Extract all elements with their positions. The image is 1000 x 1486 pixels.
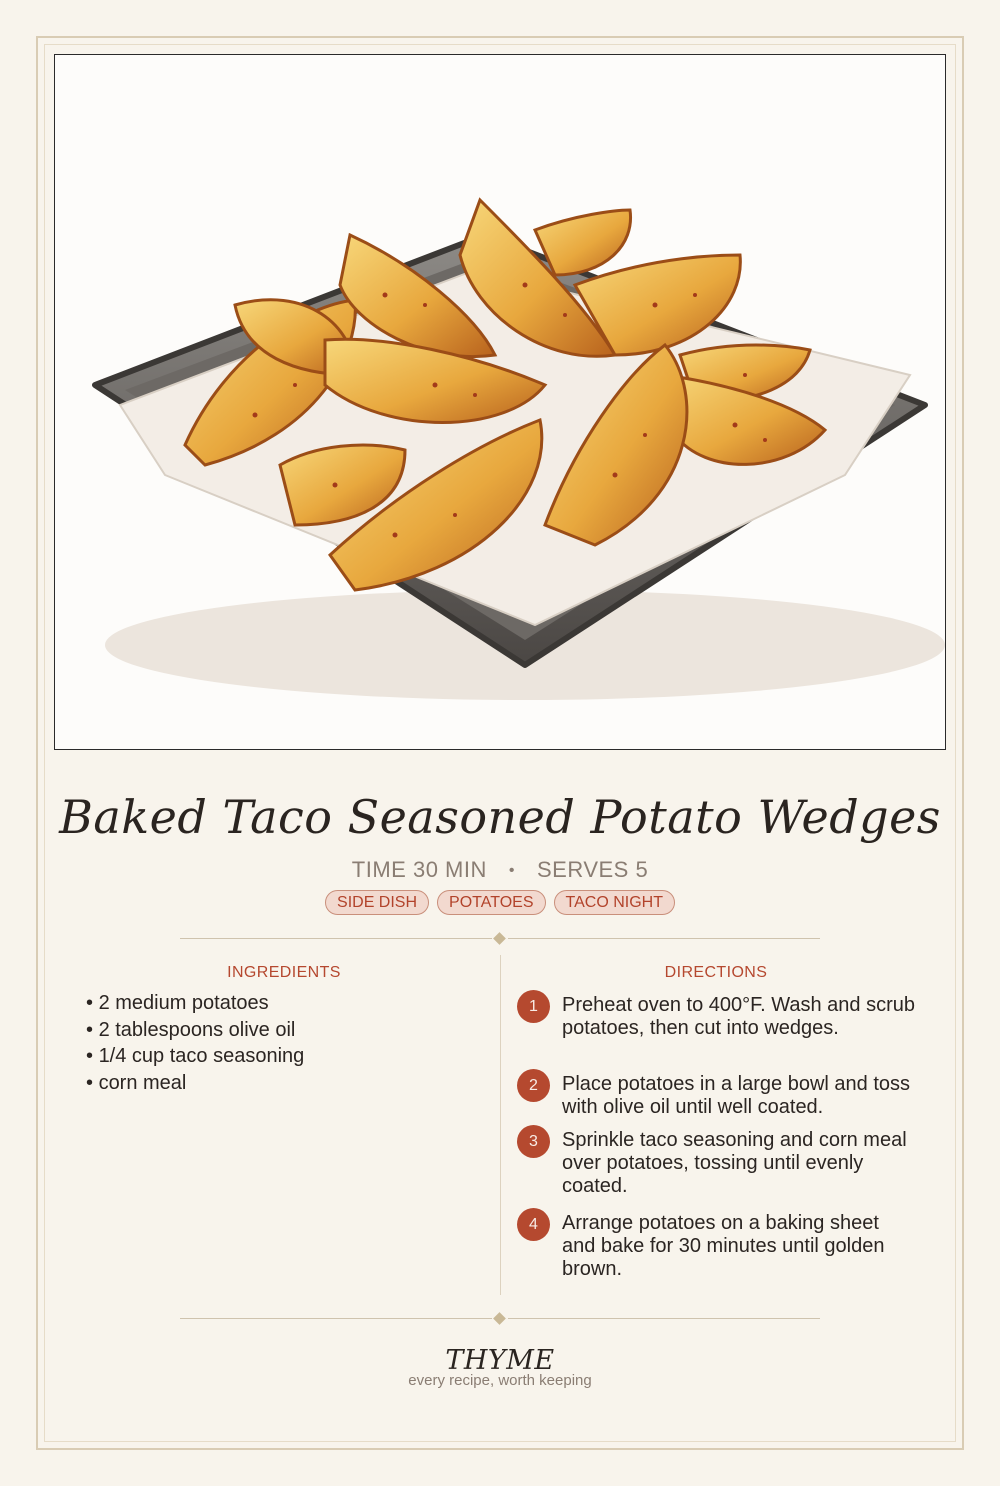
servings: SERVES 5	[536, 857, 649, 882]
meta-separator: •	[508, 862, 515, 879]
recipe-photo	[54, 54, 946, 750]
ingredient-item: • 1/4 cup taco seasoning	[86, 1043, 304, 1070]
diamond-ornament-icon	[493, 932, 506, 945]
step-text: Sprinkle taco seasoning and corn meal over potatoes, tossing until evenly coated.	[562, 1129, 907, 1197]
brand-name: THYME	[445, 1345, 555, 1376]
step-number-badge: 3	[517, 1125, 550, 1158]
step-number-badge: 2	[517, 1069, 550, 1102]
recipe-title: Baked Taco Seasoned Potato Wedges	[59, 790, 941, 844]
step-text: Preheat oven to 400°F. Wash and scrub potatoes, then cut into wedges.	[562, 994, 916, 1039]
ingredient-item: • 2 medium potatoes	[86, 990, 304, 1017]
step-number-badge: 4	[517, 1208, 550, 1241]
ingredients-heading: INGREDIENTS	[227, 964, 341, 981]
tag-taco-night[interactable]: TACO NIGHT	[554, 890, 675, 915]
top-divider	[180, 932, 820, 946]
column-separator	[500, 955, 501, 1295]
ingredients-list	[86, 990, 304, 1096]
step-number-badge: 1	[517, 990, 550, 1023]
diamond-ornament-icon	[493, 1312, 506, 1325]
bottom-divider	[180, 1312, 820, 1326]
tag-list	[0, 890, 1000, 915]
potato-wedges-illustration	[55, 55, 946, 750]
tag-potatoes[interactable]: POTATOES	[437, 890, 545, 915]
ingredient-item: • 2 tablespoons olive oil	[86, 1017, 304, 1044]
tag-side-dish[interactable]: SIDE DISH	[325, 890, 429, 915]
cook-time: TIME 30 MIN	[351, 857, 487, 882]
step-text: Place potatoes in a large bowl and toss with olive oil until well coated.	[562, 1073, 910, 1118]
ingredient-item: • corn meal	[86, 1070, 304, 1097]
step-text: Arrange potatoes on a baking sheet and bake for 30 minutes until golden brown.	[562, 1212, 885, 1280]
directions-heading: DIRECTIONS	[664, 964, 768, 981]
brand-tagline: every recipe, worth keeping	[408, 1372, 592, 1389]
recipe-meta	[0, 857, 1000, 883]
